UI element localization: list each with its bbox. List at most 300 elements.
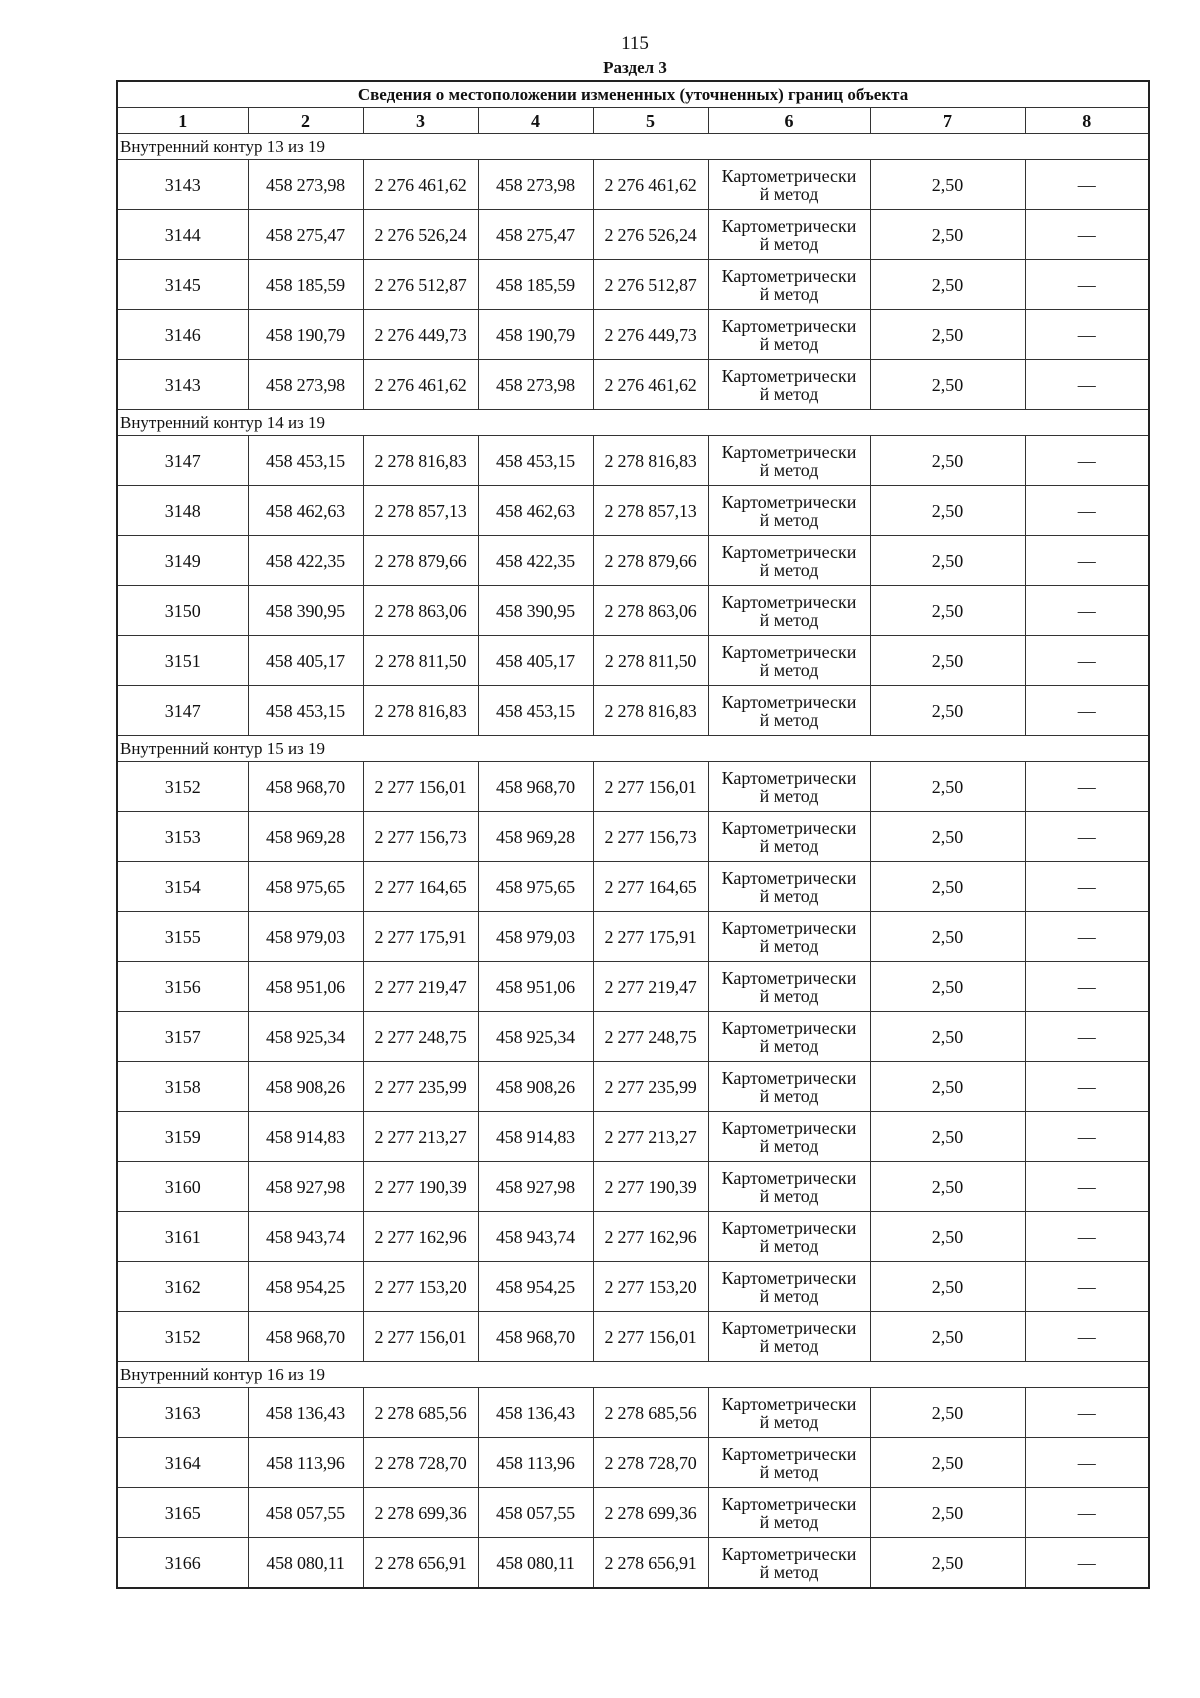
column-header: 5 xyxy=(593,108,708,134)
y-refined-cell: 2 278 656,91 xyxy=(593,1538,708,1589)
point-number-cell: 3147 xyxy=(117,436,248,486)
precision-cell: 2,50 xyxy=(870,1162,1025,1212)
x-existing-cell: 458 927,98 xyxy=(248,1162,363,1212)
y-existing-cell: 2 278 816,83 xyxy=(363,686,478,736)
table-caption: Сведения о местоположении измененных (уточненных) границ объекта xyxy=(117,81,1149,108)
method-text-line1: Картометрически xyxy=(721,967,857,988)
y-refined-cell: 2 277 190,39 xyxy=(593,1162,708,1212)
x-existing-cell: 458 422,35 xyxy=(248,536,363,586)
x-existing-cell: 458 925,34 xyxy=(248,1012,363,1062)
method-cell xyxy=(708,360,870,410)
method-text-line2: й метод xyxy=(759,609,819,630)
precision-cell: 2,50 xyxy=(870,636,1025,686)
point-number-cell: 3161 xyxy=(117,1212,248,1262)
method-cell xyxy=(708,310,870,360)
method-text-line1: Картометрически xyxy=(721,1393,857,1414)
y-existing-cell: 2 277 213,27 xyxy=(363,1112,478,1162)
table-row xyxy=(117,260,1149,310)
point-number-cell: 3151 xyxy=(117,636,248,686)
method-cell xyxy=(708,1438,870,1488)
method-text-line1: Картометрически xyxy=(721,1117,857,1138)
method-text-line1: Картометрически xyxy=(721,1167,857,1188)
y-refined-cell: 2 276 449,73 xyxy=(593,310,708,360)
point-number-cell: 3155 xyxy=(117,912,248,962)
point-number-cell: 3163 xyxy=(117,1388,248,1438)
table-row xyxy=(117,1012,1149,1062)
method-cell xyxy=(708,1162,870,1212)
method-text-line1: Картометрически xyxy=(721,265,857,286)
description-cell: — xyxy=(1025,160,1149,210)
x-refined-cell: 458 273,98 xyxy=(478,160,593,210)
method-text-line1: Картометрически xyxy=(721,767,857,788)
point-number-cell: 3150 xyxy=(117,586,248,636)
x-refined-cell: 458 968,70 xyxy=(478,762,593,812)
x-refined-cell: 458 462,63 xyxy=(478,486,593,536)
description-cell: — xyxy=(1025,762,1149,812)
x-refined-cell: 458 927,98 xyxy=(478,1162,593,1212)
precision-cell: 2,50 xyxy=(870,436,1025,486)
description-cell: — xyxy=(1025,1438,1149,1488)
y-refined-cell: 2 277 164,65 xyxy=(593,862,708,912)
y-existing-cell: 2 277 219,47 xyxy=(363,962,478,1012)
x-existing-cell: 458 405,17 xyxy=(248,636,363,686)
y-refined-cell: 2 277 235,99 xyxy=(593,1062,708,1112)
description-cell: — xyxy=(1025,862,1149,912)
precision-cell: 2,50 xyxy=(870,1212,1025,1262)
method-text-line2: й метод xyxy=(759,1285,819,1306)
table-row xyxy=(117,686,1149,736)
point-number-cell: 3166 xyxy=(117,1538,248,1589)
method-text-line2: й метод xyxy=(759,233,819,254)
precision-cell: 2,50 xyxy=(870,486,1025,536)
y-refined-cell: 2 277 153,20 xyxy=(593,1262,708,1312)
y-existing-cell: 2 277 235,99 xyxy=(363,1062,478,1112)
description-cell: — xyxy=(1025,1388,1149,1438)
method-cell xyxy=(708,962,870,1012)
contour-header-row xyxy=(117,410,1149,436)
table-row xyxy=(117,962,1149,1012)
description-cell: — xyxy=(1025,1112,1149,1162)
x-existing-cell: 458 954,25 xyxy=(248,1262,363,1312)
point-number-cell: 3156 xyxy=(117,962,248,1012)
x-existing-cell: 458 462,63 xyxy=(248,486,363,536)
y-refined-cell: 2 277 156,01 xyxy=(593,762,708,812)
table-row xyxy=(117,210,1149,260)
method-text-line1: Картометрически xyxy=(721,917,857,938)
x-refined-cell: 458 968,70 xyxy=(478,1312,593,1362)
method-text-line1: Картометрически xyxy=(721,215,857,236)
x-refined-cell: 458 113,96 xyxy=(478,1438,593,1488)
precision-cell: 2,50 xyxy=(870,1438,1025,1488)
y-refined-cell: 2 278 816,83 xyxy=(593,686,708,736)
method-text-line2: й метод xyxy=(759,985,819,1006)
method-cell xyxy=(708,1062,870,1112)
y-existing-cell: 2 278 811,50 xyxy=(363,636,478,686)
description-cell: — xyxy=(1025,1062,1149,1112)
y-existing-cell: 2 276 526,24 xyxy=(363,210,478,260)
method-text-line2: й метод xyxy=(759,559,819,580)
y-refined-cell: 2 278 816,83 xyxy=(593,436,708,486)
precision-cell: 2,50 xyxy=(870,762,1025,812)
table-row xyxy=(117,636,1149,686)
precision-cell: 2,50 xyxy=(870,1112,1025,1162)
contour-header-row xyxy=(117,134,1149,160)
description-cell: — xyxy=(1025,436,1149,486)
y-existing-cell: 2 277 153,20 xyxy=(363,1262,478,1312)
x-existing-cell: 458 453,15 xyxy=(248,436,363,486)
x-existing-cell: 458 273,98 xyxy=(248,360,363,410)
method-cell xyxy=(708,160,870,210)
table-caption-row xyxy=(117,81,1149,108)
table-row xyxy=(117,912,1149,962)
precision-cell: 2,50 xyxy=(870,360,1025,410)
method-text-line2: й метод xyxy=(759,1035,819,1056)
precision-cell: 2,50 xyxy=(870,536,1025,586)
y-refined-cell: 2 276 461,62 xyxy=(593,160,708,210)
x-refined-cell: 458 080,11 xyxy=(478,1538,593,1589)
method-cell xyxy=(708,586,870,636)
y-existing-cell: 2 277 190,39 xyxy=(363,1162,478,1212)
method-text-line1: Картометрически xyxy=(721,1443,857,1464)
method-cell xyxy=(708,812,870,862)
method-text-line2: й метод xyxy=(759,1335,819,1356)
method-text-line1: Картометрически xyxy=(721,641,857,662)
method-text-line1: Картометрически xyxy=(721,1543,857,1564)
table-row xyxy=(117,1538,1149,1589)
x-refined-cell: 458 979,03 xyxy=(478,912,593,962)
method-text-line2: й метод xyxy=(759,1235,819,1256)
method-cell xyxy=(708,1312,870,1362)
method-cell xyxy=(708,636,870,686)
point-number-cell: 3146 xyxy=(117,310,248,360)
description-cell: — xyxy=(1025,586,1149,636)
y-existing-cell: 2 278 656,91 xyxy=(363,1538,478,1589)
description-cell: — xyxy=(1025,1162,1149,1212)
x-refined-cell: 458 405,17 xyxy=(478,636,593,686)
precision-cell: 2,50 xyxy=(870,586,1025,636)
precision-cell: 2,50 xyxy=(870,812,1025,862)
precision-cell: 2,50 xyxy=(870,1538,1025,1589)
table-row xyxy=(117,1212,1149,1262)
y-refined-cell: 2 278 685,56 xyxy=(593,1388,708,1438)
x-existing-cell: 458 975,65 xyxy=(248,862,363,912)
point-number-cell: 3157 xyxy=(117,1012,248,1062)
y-refined-cell: 2 276 461,62 xyxy=(593,360,708,410)
y-existing-cell: 2 277 156,01 xyxy=(363,1312,478,1362)
column-header: 1 xyxy=(117,108,248,134)
column-header: 6 xyxy=(708,108,870,134)
x-existing-cell: 458 979,03 xyxy=(248,912,363,962)
precision-cell: 2,50 xyxy=(870,1062,1025,1112)
column-header: 7 xyxy=(870,108,1025,134)
method-cell xyxy=(708,762,870,812)
section-title: Раздел 3 xyxy=(603,58,667,77)
description-cell: — xyxy=(1025,1012,1149,1062)
x-refined-cell: 458 453,15 xyxy=(478,436,593,486)
point-number-cell: 3160 xyxy=(117,1162,248,1212)
x-refined-cell: 458 273,98 xyxy=(478,360,593,410)
y-existing-cell: 2 278 879,66 xyxy=(363,536,478,586)
point-number-cell: 3143 xyxy=(117,160,248,210)
method-text-line1: Картометрически xyxy=(721,1317,857,1338)
y-existing-cell: 2 277 162,96 xyxy=(363,1212,478,1262)
table-row xyxy=(117,586,1149,636)
point-number-cell: 3148 xyxy=(117,486,248,536)
description-cell: — xyxy=(1025,1312,1149,1362)
contour-title: Внутренний контур 15 из 19 xyxy=(117,736,1149,762)
method-text-line2: й метод xyxy=(759,835,819,856)
y-existing-cell: 2 277 164,65 xyxy=(363,862,478,912)
method-text-line2: й метод xyxy=(759,1135,819,1156)
description-cell: — xyxy=(1025,1212,1149,1262)
x-refined-cell: 458 136,43 xyxy=(478,1388,593,1438)
point-number-cell: 3152 xyxy=(117,1312,248,1362)
y-refined-cell: 2 278 879,66 xyxy=(593,536,708,586)
x-refined-cell: 458 185,59 xyxy=(478,260,593,310)
x-existing-cell: 458 057,55 xyxy=(248,1488,363,1538)
method-text-line2: й метод xyxy=(759,459,819,480)
method-cell xyxy=(708,912,870,962)
y-existing-cell: 2 278 863,06 xyxy=(363,586,478,636)
method-cell xyxy=(708,1488,870,1538)
y-refined-cell: 2 278 863,06 xyxy=(593,586,708,636)
method-text-line1: Картометрически xyxy=(721,591,857,612)
method-text-line2: й метод xyxy=(759,183,819,204)
method-text-line1: Картометрически xyxy=(721,491,857,512)
x-existing-cell: 458 390,95 xyxy=(248,586,363,636)
table-row xyxy=(117,862,1149,912)
x-existing-cell: 458 080,11 xyxy=(248,1538,363,1589)
precision-cell: 2,50 xyxy=(870,160,1025,210)
point-number-cell: 3154 xyxy=(117,862,248,912)
point-number-cell: 3153 xyxy=(117,812,248,862)
method-text-line2: й метод xyxy=(759,1185,819,1206)
y-existing-cell: 2 278 699,36 xyxy=(363,1488,478,1538)
method-text-line2: й метод xyxy=(759,659,819,680)
point-number-cell: 3164 xyxy=(117,1438,248,1488)
contour-title: Внутренний контур 13 из 19 xyxy=(117,134,1149,160)
y-refined-cell: 2 278 728,70 xyxy=(593,1438,708,1488)
table-row xyxy=(117,1262,1149,1312)
table-row xyxy=(117,360,1149,410)
description-cell: — xyxy=(1025,1262,1149,1312)
precision-cell: 2,50 xyxy=(870,686,1025,736)
description-cell: — xyxy=(1025,210,1149,260)
contour-title: Внутренний контур 14 из 19 xyxy=(117,410,1149,436)
x-refined-cell: 458 908,26 xyxy=(478,1062,593,1112)
x-existing-cell: 458 453,15 xyxy=(248,686,363,736)
method-text-line1: Картометрически xyxy=(721,365,857,386)
method-text-line2: й метод xyxy=(759,1461,819,1482)
y-refined-cell: 2 277 156,73 xyxy=(593,812,708,862)
table-row xyxy=(117,486,1149,536)
x-existing-cell: 458 943,74 xyxy=(248,1212,363,1262)
x-existing-cell: 458 113,96 xyxy=(248,1438,363,1488)
y-refined-cell: 2 276 512,87 xyxy=(593,260,708,310)
table-row xyxy=(117,762,1149,812)
x-refined-cell: 458 190,79 xyxy=(478,310,593,360)
table-row xyxy=(117,1062,1149,1112)
point-number-cell: 3143 xyxy=(117,360,248,410)
method-cell xyxy=(708,260,870,310)
method-text-line1: Картометрически xyxy=(721,1017,857,1038)
precision-cell: 2,50 xyxy=(870,962,1025,1012)
y-existing-cell: 2 276 512,87 xyxy=(363,260,478,310)
method-cell xyxy=(708,1538,870,1589)
method-cell xyxy=(708,210,870,260)
point-number-cell: 3165 xyxy=(117,1488,248,1538)
y-refined-cell: 2 277 213,27 xyxy=(593,1112,708,1162)
y-existing-cell: 2 278 857,13 xyxy=(363,486,478,536)
description-cell: — xyxy=(1025,812,1149,862)
x-refined-cell: 458 954,25 xyxy=(478,1262,593,1312)
precision-cell: 2,50 xyxy=(870,1388,1025,1438)
page-number: 115 xyxy=(621,33,649,54)
x-existing-cell: 458 185,59 xyxy=(248,260,363,310)
contour-header-row xyxy=(117,736,1149,762)
method-text-line2: й метод xyxy=(759,885,819,906)
y-existing-cell: 2 278 685,56 xyxy=(363,1388,478,1438)
y-existing-cell: 2 276 461,62 xyxy=(363,160,478,210)
x-refined-cell: 458 275,47 xyxy=(478,210,593,260)
method-text-line1: Картометрически xyxy=(721,541,857,562)
y-refined-cell: 2 277 156,01 xyxy=(593,1312,708,1362)
method-text-line2: й метод xyxy=(759,283,819,304)
x-refined-cell: 458 975,65 xyxy=(478,862,593,912)
description-cell: — xyxy=(1025,1538,1149,1589)
y-existing-cell: 2 277 156,73 xyxy=(363,812,478,862)
y-existing-cell: 2 278 728,70 xyxy=(363,1438,478,1488)
method-cell xyxy=(708,862,870,912)
boundary-coordinates-table xyxy=(116,80,1150,1589)
y-refined-cell: 2 277 162,96 xyxy=(593,1212,708,1262)
method-text-line2: й метод xyxy=(759,709,819,730)
precision-cell: 2,50 xyxy=(870,260,1025,310)
contour-header-row xyxy=(117,1362,1149,1388)
description-cell: — xyxy=(1025,636,1149,686)
x-existing-cell: 458 968,70 xyxy=(248,1312,363,1362)
y-refined-cell: 2 277 219,47 xyxy=(593,962,708,1012)
x-refined-cell: 458 422,35 xyxy=(478,536,593,586)
precision-cell: 2,50 xyxy=(870,210,1025,260)
y-refined-cell: 2 278 699,36 xyxy=(593,1488,708,1538)
y-existing-cell: 2 277 156,01 xyxy=(363,762,478,812)
method-cell xyxy=(708,1112,870,1162)
y-existing-cell: 2 276 461,62 xyxy=(363,360,478,410)
method-cell xyxy=(708,686,870,736)
description-cell: — xyxy=(1025,962,1149,1012)
x-existing-cell: 458 914,83 xyxy=(248,1112,363,1162)
x-refined-cell: 458 951,06 xyxy=(478,962,593,1012)
description-cell: — xyxy=(1025,1488,1149,1538)
point-number-cell: 3162 xyxy=(117,1262,248,1312)
y-existing-cell: 2 278 816,83 xyxy=(363,436,478,486)
precision-cell: 2,50 xyxy=(870,912,1025,962)
description-cell: — xyxy=(1025,360,1149,410)
method-text-line1: Картометрически xyxy=(721,1217,857,1238)
table-row xyxy=(117,1388,1149,1438)
point-number-cell: 3152 xyxy=(117,762,248,812)
column-header: 8 xyxy=(1025,108,1149,134)
column-header: 3 xyxy=(363,108,478,134)
method-text-line1: Картометрически xyxy=(721,1493,857,1514)
x-refined-cell: 458 943,74 xyxy=(478,1212,593,1262)
point-number-cell: 3145 xyxy=(117,260,248,310)
method-text-line2: й метод xyxy=(759,1561,819,1582)
column-header-row xyxy=(117,108,1149,134)
description-cell: — xyxy=(1025,536,1149,586)
method-text-line1: Картометрически xyxy=(721,315,857,336)
x-existing-cell: 458 273,98 xyxy=(248,160,363,210)
method-cell xyxy=(708,1388,870,1438)
precision-cell: 2,50 xyxy=(870,1488,1025,1538)
table-row xyxy=(117,1162,1149,1212)
table-row xyxy=(117,436,1149,486)
description-cell: — xyxy=(1025,912,1149,962)
description-cell: — xyxy=(1025,310,1149,360)
method-text-line2: й метод xyxy=(759,333,819,354)
method-text-line2: й метод xyxy=(759,785,819,806)
x-existing-cell: 458 968,70 xyxy=(248,762,363,812)
description-cell: — xyxy=(1025,260,1149,310)
x-existing-cell: 458 275,47 xyxy=(248,210,363,260)
precision-cell: 2,50 xyxy=(870,862,1025,912)
description-cell: — xyxy=(1025,686,1149,736)
precision-cell: 2,50 xyxy=(870,310,1025,360)
method-cell xyxy=(708,486,870,536)
method-text-line1: Картометрически xyxy=(721,165,857,186)
table-row xyxy=(117,1112,1149,1162)
method-cell xyxy=(708,536,870,586)
y-existing-cell: 2 277 175,91 xyxy=(363,912,478,962)
x-existing-cell: 458 969,28 xyxy=(248,812,363,862)
precision-cell: 2,50 xyxy=(870,1312,1025,1362)
table-row xyxy=(117,1488,1149,1538)
method-cell xyxy=(708,1012,870,1062)
y-refined-cell: 2 278 811,50 xyxy=(593,636,708,686)
x-refined-cell: 458 969,28 xyxy=(478,812,593,862)
method-text-line1: Картометрически xyxy=(721,867,857,888)
x-existing-cell: 458 908,26 xyxy=(248,1062,363,1112)
column-header: 2 xyxy=(248,108,363,134)
y-refined-cell: 2 278 857,13 xyxy=(593,486,708,536)
method-cell xyxy=(708,436,870,486)
method-cell xyxy=(708,1212,870,1262)
table-row xyxy=(117,160,1149,210)
precision-cell: 2,50 xyxy=(870,1262,1025,1312)
x-refined-cell: 458 390,95 xyxy=(478,586,593,636)
x-refined-cell: 458 453,15 xyxy=(478,686,593,736)
contour-title: Внутренний контур 16 из 19 xyxy=(117,1362,1149,1388)
point-number-cell: 3144 xyxy=(117,210,248,260)
x-existing-cell: 458 136,43 xyxy=(248,1388,363,1438)
column-header: 4 xyxy=(478,108,593,134)
table-row xyxy=(117,536,1149,586)
table-row xyxy=(117,310,1149,360)
point-number-cell: 3159 xyxy=(117,1112,248,1162)
x-refined-cell: 458 914,83 xyxy=(478,1112,593,1162)
table-row xyxy=(117,1438,1149,1488)
method-text-line1: Картометрически xyxy=(721,1267,857,1288)
table-row xyxy=(117,1312,1149,1362)
method-text-line2: й метод xyxy=(759,383,819,404)
method-text-line2: й метод xyxy=(759,1085,819,1106)
y-refined-cell: 2 277 175,91 xyxy=(593,912,708,962)
method-text-line2: й метод xyxy=(759,509,819,530)
method-text-line2: й метод xyxy=(759,1411,819,1432)
description-cell: — xyxy=(1025,486,1149,536)
x-existing-cell: 458 190,79 xyxy=(248,310,363,360)
